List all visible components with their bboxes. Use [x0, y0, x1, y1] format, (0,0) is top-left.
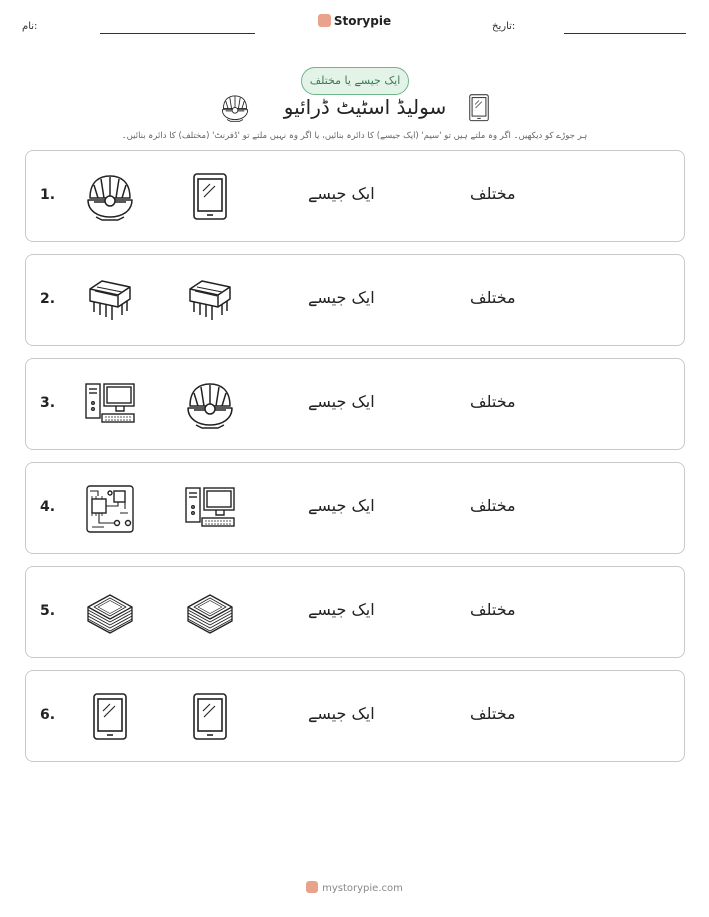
question-row-6: [25, 670, 685, 762]
question-row-3: [25, 358, 685, 450]
tablet-icon: [84, 691, 136, 743]
name-label: نام:: [22, 21, 38, 32]
ssd-stack-icon: [184, 587, 236, 639]
date-label: تاریخ:: [492, 21, 516, 32]
chip-icon: [84, 275, 136, 327]
circuit-board-icon: [84, 483, 136, 535]
question-row-2: [25, 254, 685, 346]
question-row-1: [25, 150, 685, 242]
option-same[interactable]: ایک جیسے: [308, 496, 375, 515]
page-title: سولیڈ اسٹیٹ ڈرائیو: [283, 95, 447, 119]
footer-url[interactable]: mystorypie.com: [322, 883, 403, 894]
question-number: 3.: [40, 395, 56, 411]
name-line[interactable]: [100, 33, 255, 34]
option-different[interactable]: مختلف: [470, 704, 516, 723]
question-number: 4.: [40, 499, 56, 515]
question-number: 1.: [40, 187, 56, 203]
clam-shell-icon: [84, 171, 136, 223]
tablet-icon: [184, 171, 236, 223]
ssd-stack-icon: [84, 587, 136, 639]
option-different[interactable]: مختلف: [470, 392, 516, 411]
question-number: 6.: [40, 707, 56, 723]
worksheet-type-badge: ایک جیسے یا مختلف: [301, 67, 409, 95]
tablet-icon: [184, 691, 236, 743]
chip-icon: [184, 275, 236, 327]
option-same[interactable]: ایک جیسے: [308, 184, 375, 203]
worksheet-title: [220, 93, 510, 121]
question-number: 2.: [40, 291, 56, 307]
option-same[interactable]: ایک جیسے: [308, 600, 375, 619]
instructions: ہر جوڑے کو دیکھیں۔ اگر وہ ملتے ہیں تو 'سیم' (ایک جیسے) کا دائرہ بنائیں، یا اگر وہ نہیں ملتے تو 'ڈفرنٹ' (مختلف) کا دائرہ بنائیں۔: [121, 131, 588, 141]
option-same[interactable]: ایک جیسے: [308, 704, 375, 723]
date-line[interactable]: [564, 33, 686, 34]
clam-shell-icon: [184, 379, 236, 431]
clam-shell-icon: [220, 93, 250, 123]
computer-icon: [84, 379, 136, 431]
option-same[interactable]: ایک جیسے: [308, 288, 375, 307]
brand: [0, 14, 709, 28]
question-row-4: [25, 462, 685, 554]
question-number: 5.: [40, 603, 56, 619]
tablet-icon: [464, 93, 494, 123]
footer: [0, 881, 709, 894]
option-different[interactable]: مختلف: [470, 600, 516, 619]
question-row-5: [25, 566, 685, 658]
option-different[interactable]: مختلف: [470, 184, 516, 203]
brand-name: Storypie: [333, 14, 392, 28]
option-same[interactable]: ایک جیسے: [308, 392, 375, 411]
storypie-logo-icon: [306, 881, 318, 893]
computer-icon: [184, 483, 236, 535]
option-different[interactable]: مختلف: [470, 288, 516, 307]
option-different[interactable]: مختلف: [470, 496, 516, 515]
storypie-logo-icon: [318, 14, 331, 27]
